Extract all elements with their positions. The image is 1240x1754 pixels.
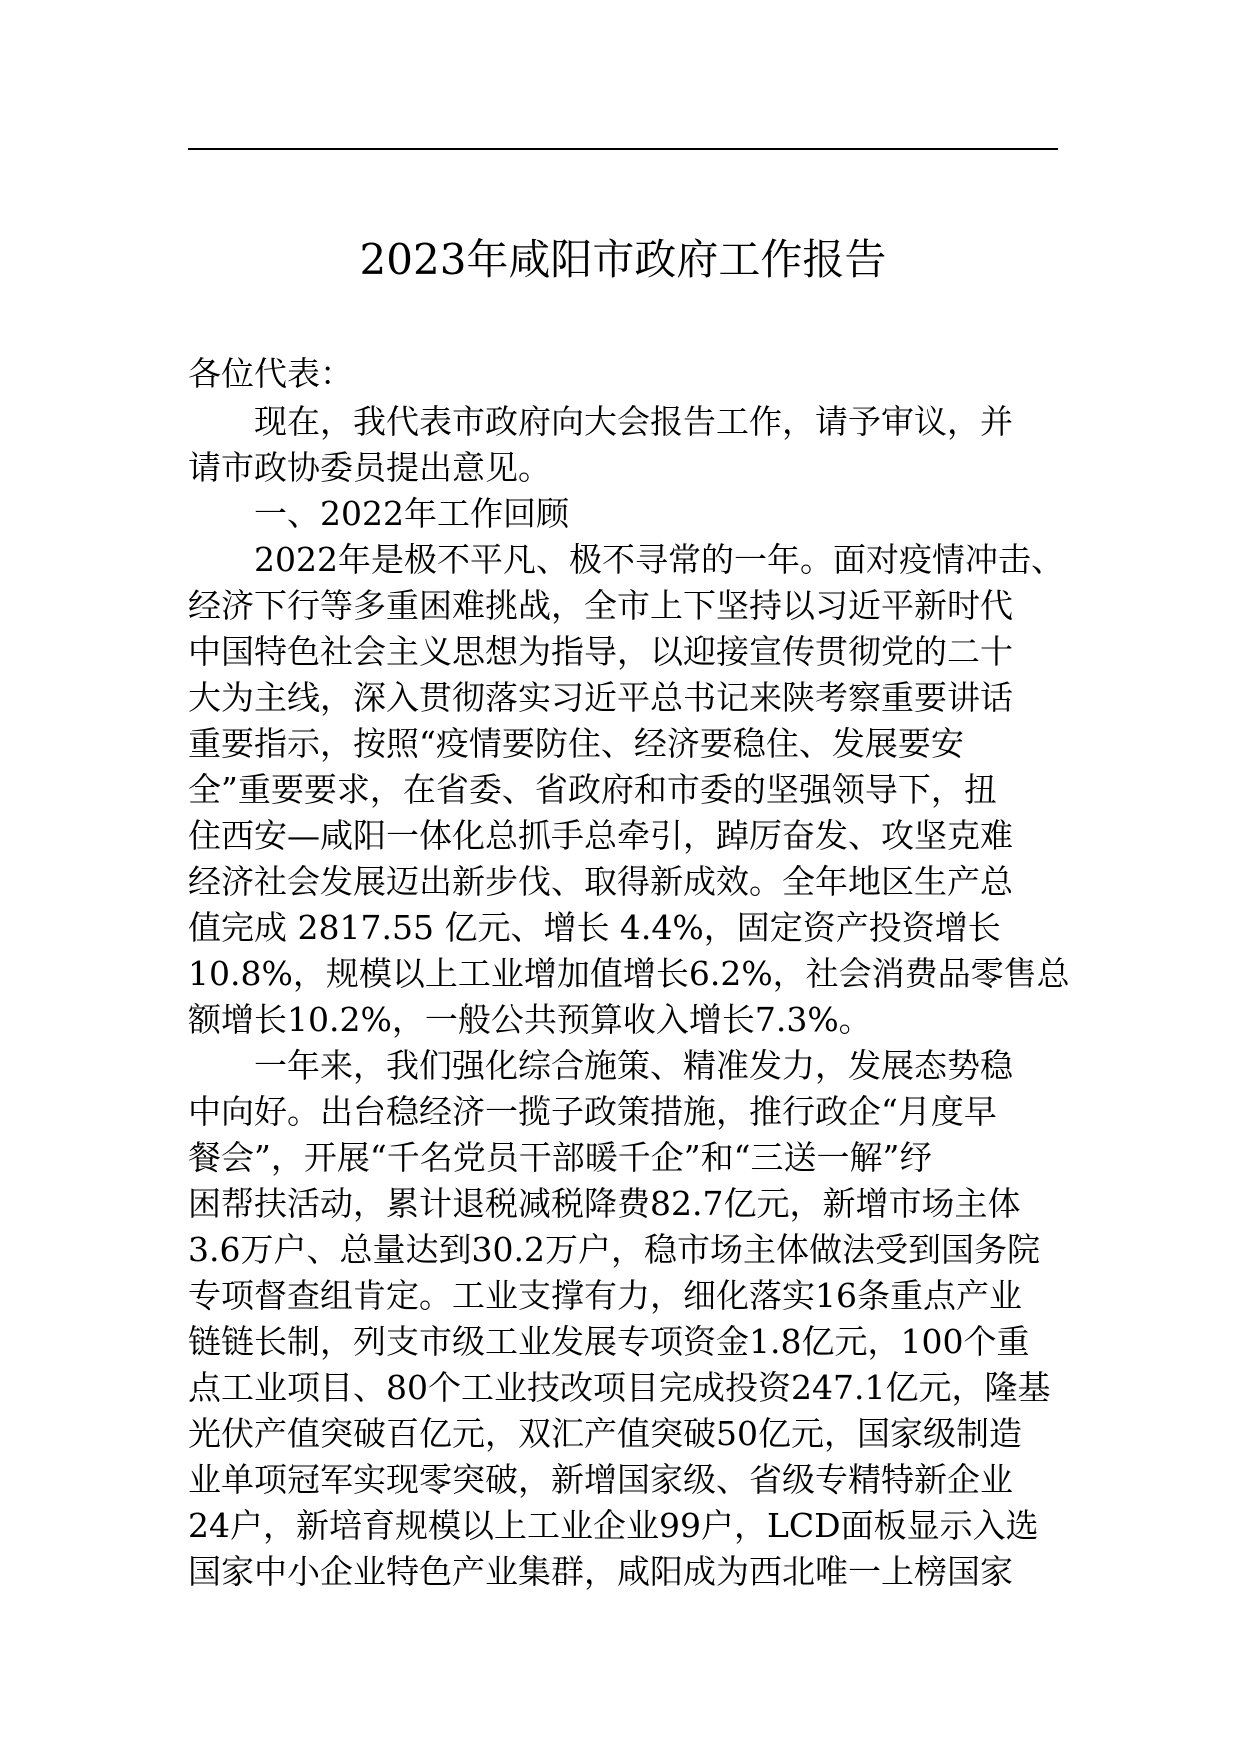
salutation: 各位代表： [188,354,353,393]
body-line: 经济社会发展迈出新步伐、取得新成效。全年地区生产总 [188,862,1013,901]
body-line: 大为主线，深入贯彻落实习近平总书记来陕考察重要讲话 [188,678,1013,717]
body-line: 2022年是极不平凡、极不寻常的一年。面对疫情冲击、 [254,540,1064,579]
body-line: 10.8%，规模以上工业增加值增长6.2%，社会消费品零售总 [188,954,1070,993]
body-line: 24户，新培育规模以上工业企业99户，LCD面板显示入选 [188,1506,1039,1545]
body-line: 一年来，我们强化综合施策、精准发力，发展态势稳 [254,1046,1013,1085]
body-line: 国家中小企业特色产业集群，咸阳成为西北唯一上榜国家 [188,1552,1013,1591]
document-title: 2023年咸阳市政府工作报告 [359,235,887,284]
body-line: 现在，我代表市政府向大会报告工作，请予审议，并 [254,402,1013,441]
body-line: 中向好。出台稳经济一揽子政策措施，推行政企“月度早 [188,1092,997,1131]
body-line: 全”重要要求，在省委、省政府和市委的坚强领导下，扭 [188,770,997,809]
body-line: 请市政协委员提出意见。 [188,448,551,487]
body-line: 中国特色社会主义思想为指导，以迎接宣传贯彻党的二十 [188,632,1013,671]
body-line: 光伏产值突破百亿元，双汇产值突破50亿元，国家级制造 [188,1414,1022,1453]
body-line: 链链长制，列支市级工业发展专项资金1.8亿元，100个重 [188,1322,1030,1361]
header-rule [188,148,1058,150]
body-line: 点工业项目、80个工业技改项目完成投资247.1亿元，隆基 [188,1368,1051,1407]
body-line: 重要指示，按照“疫情要防住、经济要稳住、发展要安 [188,724,964,763]
body-line: 困帮扶活动，累计退税减税降费82.7亿元，新增市场主体 [188,1184,1021,1223]
body-line: 餐会”，开展“千名党员干部暖千企”和“三送一解”纾 [188,1138,933,1177]
body-line: 3.6万户、总量达到30.2万户，稳市场主体做法受到国务院 [188,1230,1040,1269]
body-line: 专项督查组肯定。工业支撑有力，细化落实16条重点产业 [188,1276,1022,1315]
body-line: 经济下行等多重困难挑战，全市上下坚持以习近平新时代 [188,586,1013,625]
body-line: 值完成 2817.55 亿元、增长 4.4%，固定资产投资增长 [188,908,1001,947]
body-line: 业单项冠军实现零突破，新增国家级、省级专精特新企业 [188,1460,1013,1499]
body-line: 住西安—咸阳一体化总抓手总牵引，踔厉奋发、攻坚克难 [188,816,1013,855]
body-line: 额增长10.2%，一般公共预算收入增长7.3%。 [188,1000,872,1039]
section-heading: 一、2022年工作回顾 [254,494,569,533]
